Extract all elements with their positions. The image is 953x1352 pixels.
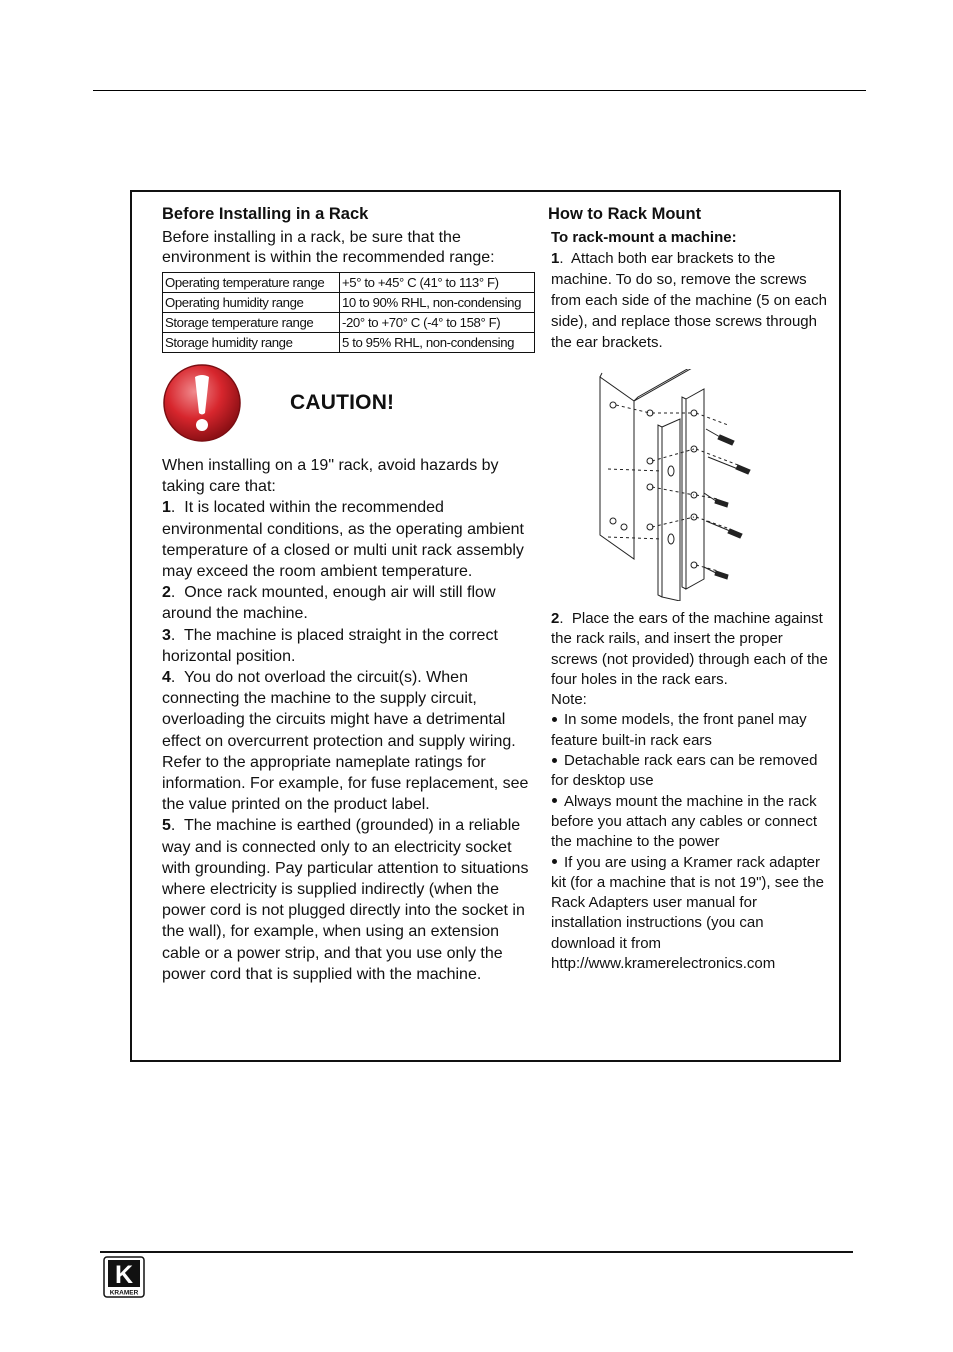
caution-lead: When installing on a 19" rack, avoid hazards by taking care that: [162,457,499,496]
table-row [163,333,535,353]
list-item: 4. You do not overload the circuit(s). When connecting the machine to the supply circuit, overloading the circuits might have a detrimental effect on overcurrent protection and supply wiring. Refer to the appropriate nameplate ratings for information. For example, for fuse replacement, see the value printed on the product label. [162,669,529,814]
bullet-icon [552,758,557,763]
environment-intro: Before installing in a rack, be sure that the environment is within the recommended range: [162,229,495,266]
bullet-icon [552,717,557,722]
env-value: -20° to +70° C (-4° to 158° F) [340,313,535,333]
environment-table [162,272,535,353]
item-number: 3 [162,626,171,644]
item-number: 2 [162,584,171,602]
item-text: You do not overload the circuit(s). When connecting the machine to the supply circuit, overloading the circuits might have a detrimental effect on overcurrent protection and supply wiring. Refer to the appropriate nameplate ratings for information. For example, for fuse replacement, see the value printed on the product label. [162,669,529,814]
item-number: 4 [162,669,171,687]
caution-exclamation-icon [162,363,242,443]
note-item: Always mount the machine in the rack before you attach any cables or connect the machine to the power [551,792,818,851]
step-2: 2. Place the ears of the machine against the rack rails, and insert the proper screws (not provided) through each of the four holes in the rack ears. Note: In some models, the front panel may feature built-in rack ears Detachable rack ears can be removed for desktop use Always mount the machine in the rack before you attach any cables or connect the machine to the power If you are using a Kramer rack adapter kit (for a machine that is not 19"), see the Rack Adapters user manual for installation instructions (you can download it from http://www.kramerelectronics.com [551,609,828,974]
left-column [162,204,535,985]
item-text: The machine is earthed (grounded) in a reliable way and is connected only to an electricity socket with grounding. Pay particular attention to situations where electricity is supplied indirectly (when the power cord is not plugged directly into the socket in the wall), for example, when using an extension cable or a power strip, and that you use only the power cord that is supplied with the machine. [162,817,529,983]
footer-rule [100,1251,853,1253]
env-value: 10 to 90% RHL, non-condensing [340,293,535,313]
bullet-icon [552,859,557,864]
item-text: Once rack mounted, enough air will still flow around the machine. [162,584,496,623]
caution-body [162,455,535,985]
caution-banner [162,363,535,445]
table-row [163,293,535,313]
list-item: 5. The machine is earthed (grounded) in a reliable way and is connected only to an electricity socket with grounding. Pay particular attention to situations where electricity is supplied indirectly (when the power cord is not plugged directly into the socket in the wall), for example, when using an extension cable or a power strip, and that you use only the power cord that is supplied with the machine. [162,817,529,983]
env-value: 5 to 95% RHL, non-condensing [340,333,535,353]
note-item: In some models, the front panel may feature built-in rack ears [551,711,807,749]
step-1: 1. Attach both ear brackets to the machine. To do so, remove the screws from each side of the machine (5 on each side), and replace those screws through the ear brackets. [551,250,827,351]
env-label: Operating temperature range [163,273,340,293]
item-text: It is located within the recommended environmental conditions, as the operating ambient temperature of a closed or multi unit rack assembly may exceed the room ambient temperature. [162,499,524,581]
how-to-rack-mount-heading: How to Rack Mount [548,205,702,223]
list-item: 1. It is located within the recommended environmental conditions, as the operating ambient temperature of a closed or multi unit rack assembly may exceed the room ambient temperature. [162,499,524,581]
env-label: Storage temperature range [163,313,340,333]
step-text: Attach both ear brackets to the machine. To do so, remove the screws from each side of the machine (5 on each side), and replace those screws through the ear brackets. [551,250,827,351]
logo-letter: K [114,1261,134,1289]
rack-mount-info-box [130,190,841,1062]
note-label: Note: [551,691,587,709]
bullet-icon [552,798,557,803]
note-item: Detachable rack ears can be removed for desktop use [551,752,818,790]
kramer-logo-icon [103,1256,145,1298]
step-text: Place the ears of the machine against the rack rails, and insert the proper screws (not provided) through each of the four holes in the rack ears. [551,610,828,688]
step-number: 2 [551,610,560,627]
logo-text: KRAMER [109,1289,139,1297]
item-number: 1 [162,499,171,517]
right-column [548,204,828,974]
env-value: +5° to +45° C (41° to 113° F) [340,273,535,293]
caution-title: CAUTION! [290,391,395,414]
env-label: Operating humidity range [163,293,340,313]
item-text: The machine is placed straight in the correct horizontal position. [162,626,498,665]
before-installing-heading: Before Installing in a Rack [162,205,369,223]
rack-mount-subheading: To rack-mount a machine: [551,229,737,246]
list-item: 3. The machine is placed straight in the correct horizontal position. [162,626,498,665]
list-item: 2. Once rack mounted, enough air will still flow around the machine. [162,584,496,623]
note-item: If you are using a Kramer rack adapter kit (for a machine that is not 19"), see the Rack Adapters user manual for installation instructions (you can download it from http://www.kramerelectronics.com [551,853,824,973]
rack-ear-diagram [588,369,818,601]
header-rule [93,90,866,91]
env-label: Storage humidity range [163,333,340,353]
table-row [163,313,535,333]
item-number: 5 [162,817,171,835]
step-number: 1 [551,250,560,267]
table-row [163,273,535,293]
